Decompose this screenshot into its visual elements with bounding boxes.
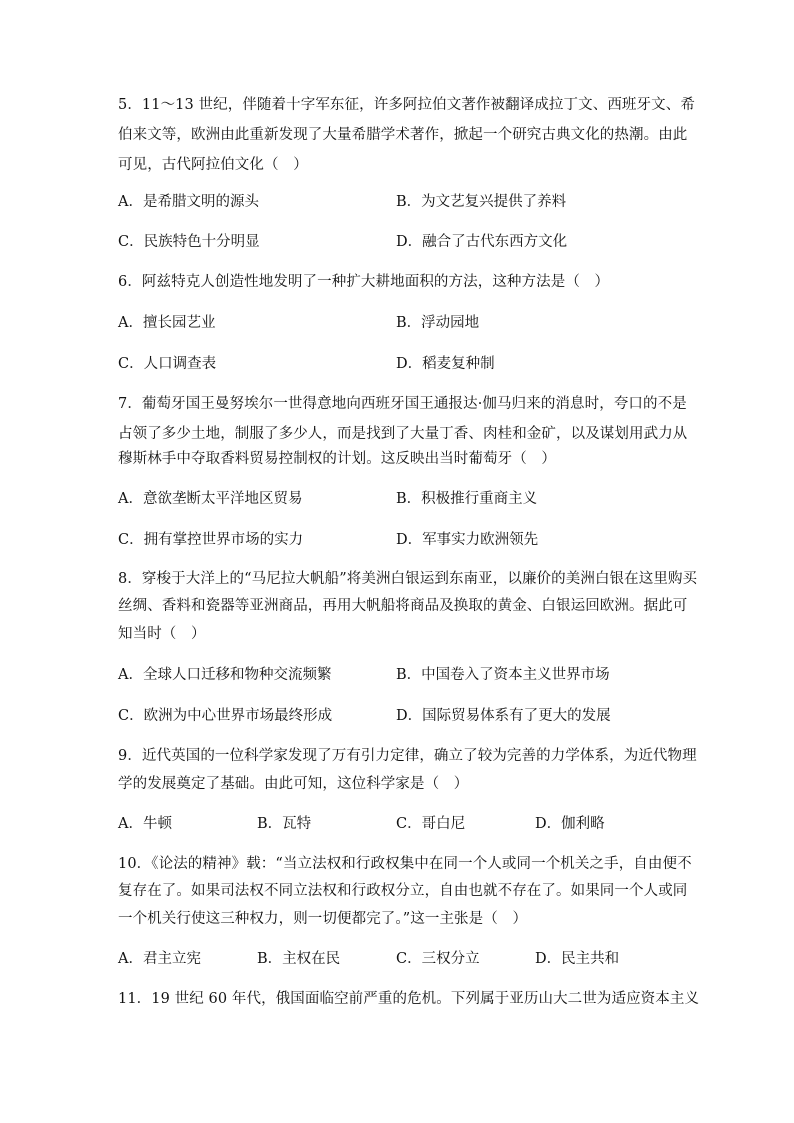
question-6-option-d: D．稻麦复种制 (396, 356, 495, 372)
question-9-line-1: 9．近代英国的一位科学家发现了万有引力定律，确立了较为完善的力学体系，为近代物理 (118, 748, 697, 764)
question-6-option-a: A．擅长园艺业 (118, 315, 216, 331)
question-9-option-a: A．牛顿 (118, 816, 172, 832)
question-9-option-c: C．哥白尼 (396, 816, 466, 832)
question-5-option-c: C．民族特色十分明显 (118, 234, 260, 250)
question-7-line-2: 占领了多少土地，制服了多少人，而是找到了大量丁香、肉桂和金矿，以及谋划用武力从 (118, 426, 688, 442)
question-10-option-d: D．民主共和 (535, 951, 620, 967)
question-7-line-1: 7．葡萄牙国王曼努埃尔一世得意地向西班牙国王通报达·伽马归来的消息时，夸口的不是 (118, 396, 687, 412)
question-5-option-d: D．融合了古代东西方文化 (396, 234, 568, 250)
question-7-option-c: C．拥有掌控世界市场的实力 (118, 532, 304, 548)
question-5-line-3: 可见，古代阿拉伯文化（ ） (118, 157, 308, 173)
question-9-option-b: B．瓦特 (257, 816, 312, 832)
question-9-line-2: 学的发展奠定了基础。由此可知，这位科学家是（ ） (118, 776, 469, 792)
question-7-line-3: 穆斯林手中夺取香料贸易控制权的计划。这反映出当时葡萄牙（ ） (118, 451, 556, 467)
question-10-line-2: 复存在了。如果司法权不同立法权和行政权分立，自由也就不存在了。如果同一个人或同 (118, 883, 688, 899)
question-10-option-a: A．君主立宪 (118, 951, 201, 967)
question-8-line-2: 丝绸、香料和瓷器等亚洲商品，再用大帆船将商品及换取的黄金、白银运回欧洲。据此可 (118, 598, 688, 614)
question-10-option-b: B．主权在民 (257, 951, 341, 967)
question-5-line-1: 5．11～13 世纪，伴随着十字军东征，许多阿拉伯文著作被翻译成拉丁文、西班牙文、希 (118, 97, 695, 113)
question-5-option-b: B．为文艺复兴提供了养料 (396, 194, 567, 210)
question-6-option-c: C．人口调查表 (118, 356, 217, 372)
question-7-option-b: B．积极推行重商主义 (396, 491, 538, 507)
question-8-option-c: C．欧洲为中心世界市场最终形成 (118, 708, 333, 724)
question-10-line-3: 一个机关行使这三种权力，则一切便都完了。”这一主张是（ ） (118, 911, 528, 927)
question-6-line-1: 6．阿兹特克人创造性地发明了一种扩大耕地面积的方法，这种方法是（ ） (118, 274, 610, 290)
question-10-option-c: C．三权分立 (396, 951, 480, 967)
question-8-line-1: 8．穿梭于大洋上的“马尼拉大帆船”将美洲白银运到东南亚，以廉价的美洲白银在这里购买 (118, 571, 698, 587)
question-7-option-a: A．意欲垄断太平洋地区贸易 (118, 491, 303, 507)
question-11-line-1: 11．19 世纪 60 年代，俄国面临空前严重的危机。下列属于亚历山大二世为适应资本主义 (118, 991, 700, 1007)
question-8-option-d: D．国际贸易体系有了更大的发展 (396, 708, 611, 724)
question-9-option-d: D．伽利略 (535, 816, 605, 832)
question-10-line-1: 10．《论法的精神》载：“当立法权和行政权集中在同一个人或同一个机关之手，自由便不 (118, 856, 692, 872)
question-6-option-b: B．浮动园地 (396, 315, 480, 331)
question-5-option-a: A．是希腊文明的源头 (118, 194, 259, 210)
question-8-option-b: B．中国卷入了资本主义世界市场 (396, 667, 610, 683)
question-7-option-d: D．军事实力欧洲领先 (396, 532, 539, 548)
question-5-line-2: 伯来文等，欧洲由此重新发现了大量希腊学术著作，掀起一个研究古典文化的热潮。由此 (118, 127, 688, 143)
question-8-option-a: A．全球人口迁移和物种交流频繁 (118, 667, 332, 683)
question-8-line-3: 知当时（ ） (118, 626, 206, 642)
